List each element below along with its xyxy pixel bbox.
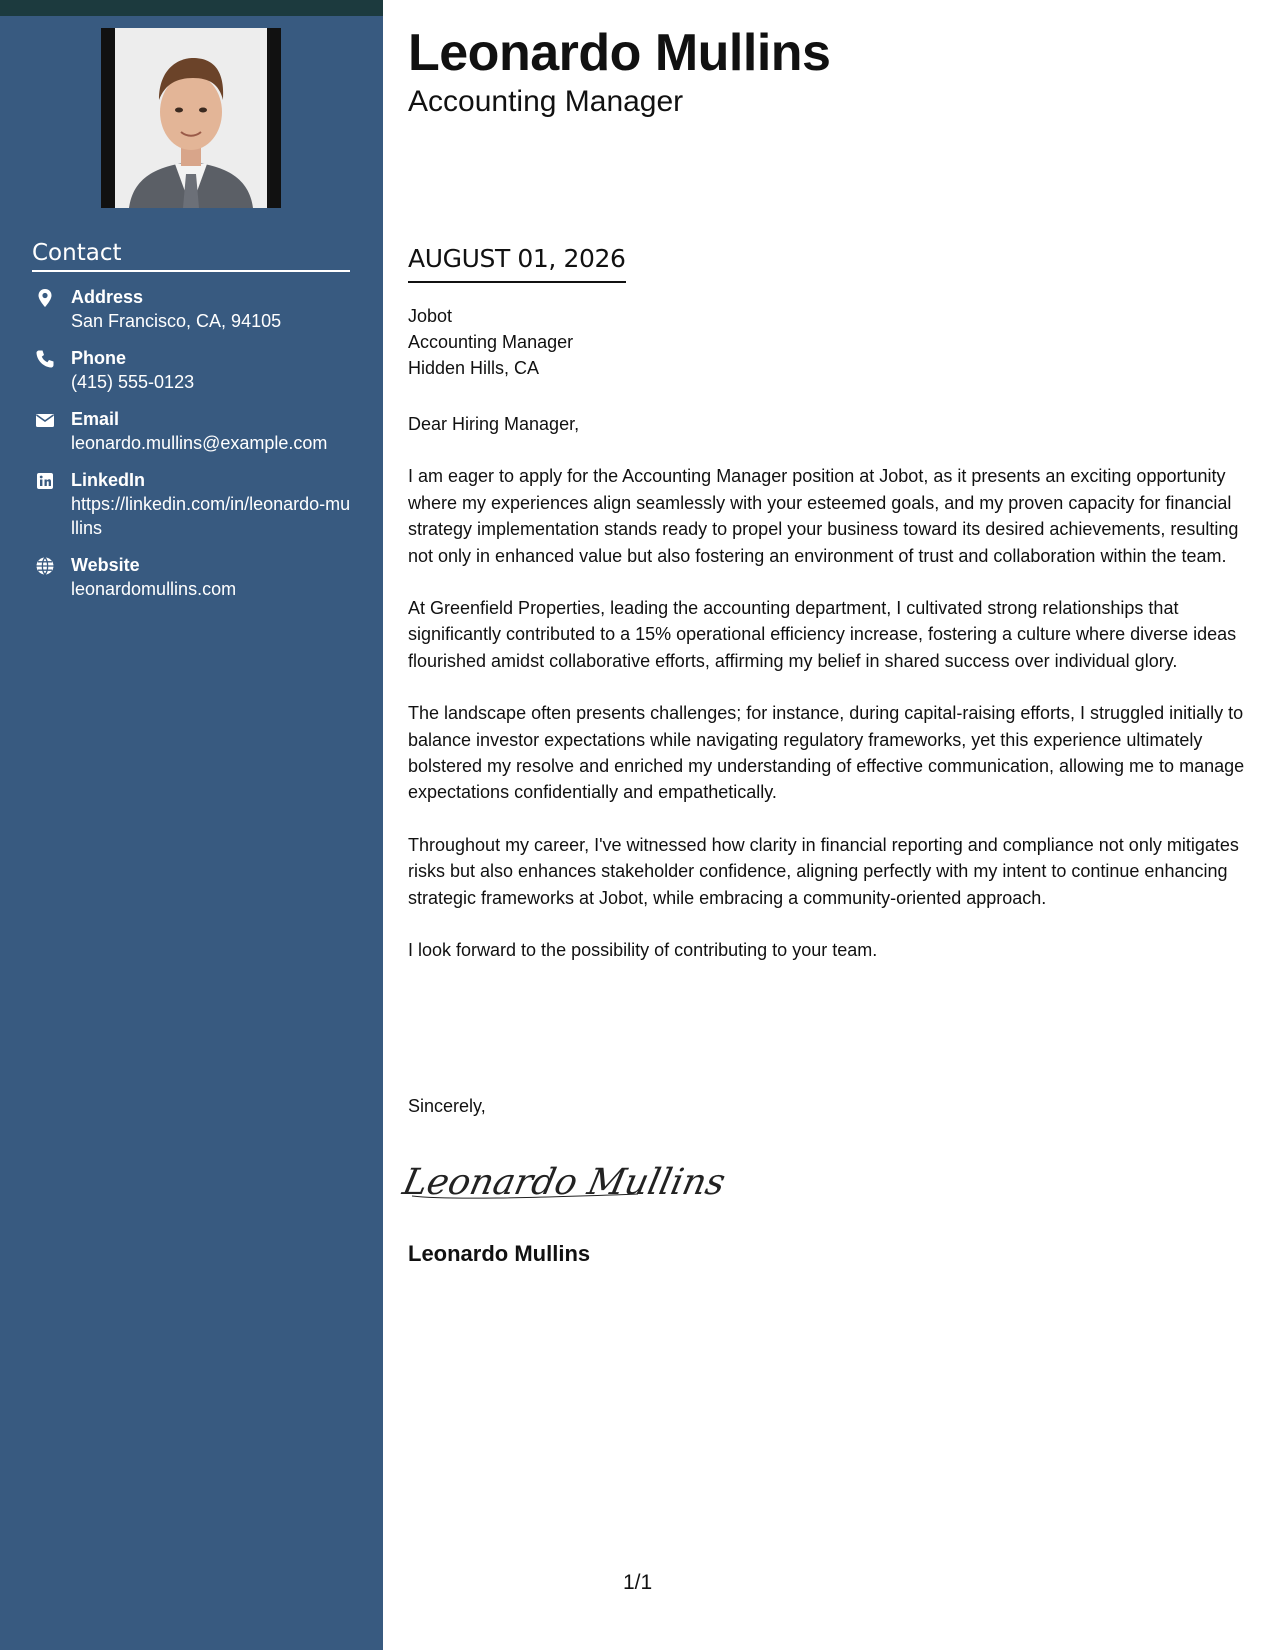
letter-paragraph: I look forward to the possibility of contributing to your team. (408, 940, 878, 961)
contact-item-website (32, 554, 352, 601)
page-number: 1/1 (623, 1571, 653, 1594)
salutation: Dear Hiring Manager, (408, 414, 580, 434)
address-value: San Francisco, CA, 94105 (71, 311, 282, 331)
contact-label: Phone (71, 348, 127, 368)
contact-item-email (32, 408, 352, 455)
letter-paragraph: At Greenfield Properties, leading the accounting department, I cultivated strong relationships that significantly contributed to a 15% operational efficiency increase, fostering a culture where diverse ideas flourished amidst collaborative efforts, affirming my belief in shared success over individual glory. (408, 598, 1237, 671)
contact-item-phone (32, 347, 352, 394)
applicant-name: Leonardo Mullins (408, 24, 831, 82)
envelope-icon (35, 410, 55, 430)
letter-paragraph: The landscape often presents challenges; for instance, during capital-raising efforts, I struggled initially to balance investor expectations while navigating regulatory frameworks, yet this experience ultimately bolstered my resolve and enriched my understanding of effective communication, allowing me to manage expectations confidentially and empathetically. (408, 703, 1245, 803)
profile-portrait-image (101, 28, 281, 208)
linkedin-value[interactable]: https://linkedin.com/in/leonardo-mullins (71, 494, 351, 538)
location-pin-icon (35, 288, 55, 308)
sidebar (0, 16, 383, 1650)
recipient-company: Jobot (408, 306, 453, 326)
contact-item-address (32, 286, 352, 333)
recipient-position: Accounting Manager (408, 332, 574, 352)
signature-image (399, 1152, 730, 1212)
signed-name: Leonardo Mullins (408, 1241, 591, 1266)
recipient-location: Hidden Hills, CA (408, 358, 540, 378)
contact-label: Address (71, 287, 144, 307)
globe-icon (35, 556, 55, 576)
svg-text:Leonardo Mullins: Leonardo Mullins (399, 1160, 730, 1203)
applicant-title: Accounting Manager (408, 85, 684, 118)
email-value[interactable]: leonardo.mullins@example.com (71, 433, 328, 453)
phone-value[interactable]: (415) 555-0123 (71, 372, 195, 392)
contact-label: Website (71, 555, 140, 575)
sidebar-top-accent-bar (0, 0, 383, 16)
letter-paragraph: Throughout my career, I've witnessed how clarity in financial reporting and compliance not only mitigates risks but also enhances stakeholder confidence, aligning perfectly with my intent to continue enhancing strategic frameworks at Jobot, while embracing a community-oriented approach. (408, 834, 1239, 908)
recipient-block (408, 303, 573, 381)
letter-date: AUGUST 01, 2026 (408, 242, 626, 283)
contact-label: Email (71, 409, 120, 429)
profile-photo (101, 28, 281, 208)
website-value[interactable]: leonardomullins.com (71, 579, 237, 599)
contact-item-linkedin (32, 469, 352, 540)
letter-main (399, 0, 1253, 1650)
closing: Sincerely, (408, 1096, 486, 1116)
phone-icon (35, 349, 55, 369)
contact-label: LinkedIn (71, 470, 146, 490)
letter-body (408, 411, 1253, 990)
contact-list (32, 286, 352, 615)
handwritten-signature (399, 1152, 730, 1217)
linkedin-icon (35, 471, 55, 491)
contact-heading: Contact (32, 240, 350, 272)
letter-paragraph: I am eager to apply for the Accounting Manager position at Jobot, as it presents an exciting opportunity where my experiences align seamlessly with your esteemed goals, and my proven capacity for financial strategy implementation stands ready to propel your business toward its desired achievements, resulting not only in enhanced value but also fostering an environment of trust and collaboration within the team. (408, 466, 1239, 566)
